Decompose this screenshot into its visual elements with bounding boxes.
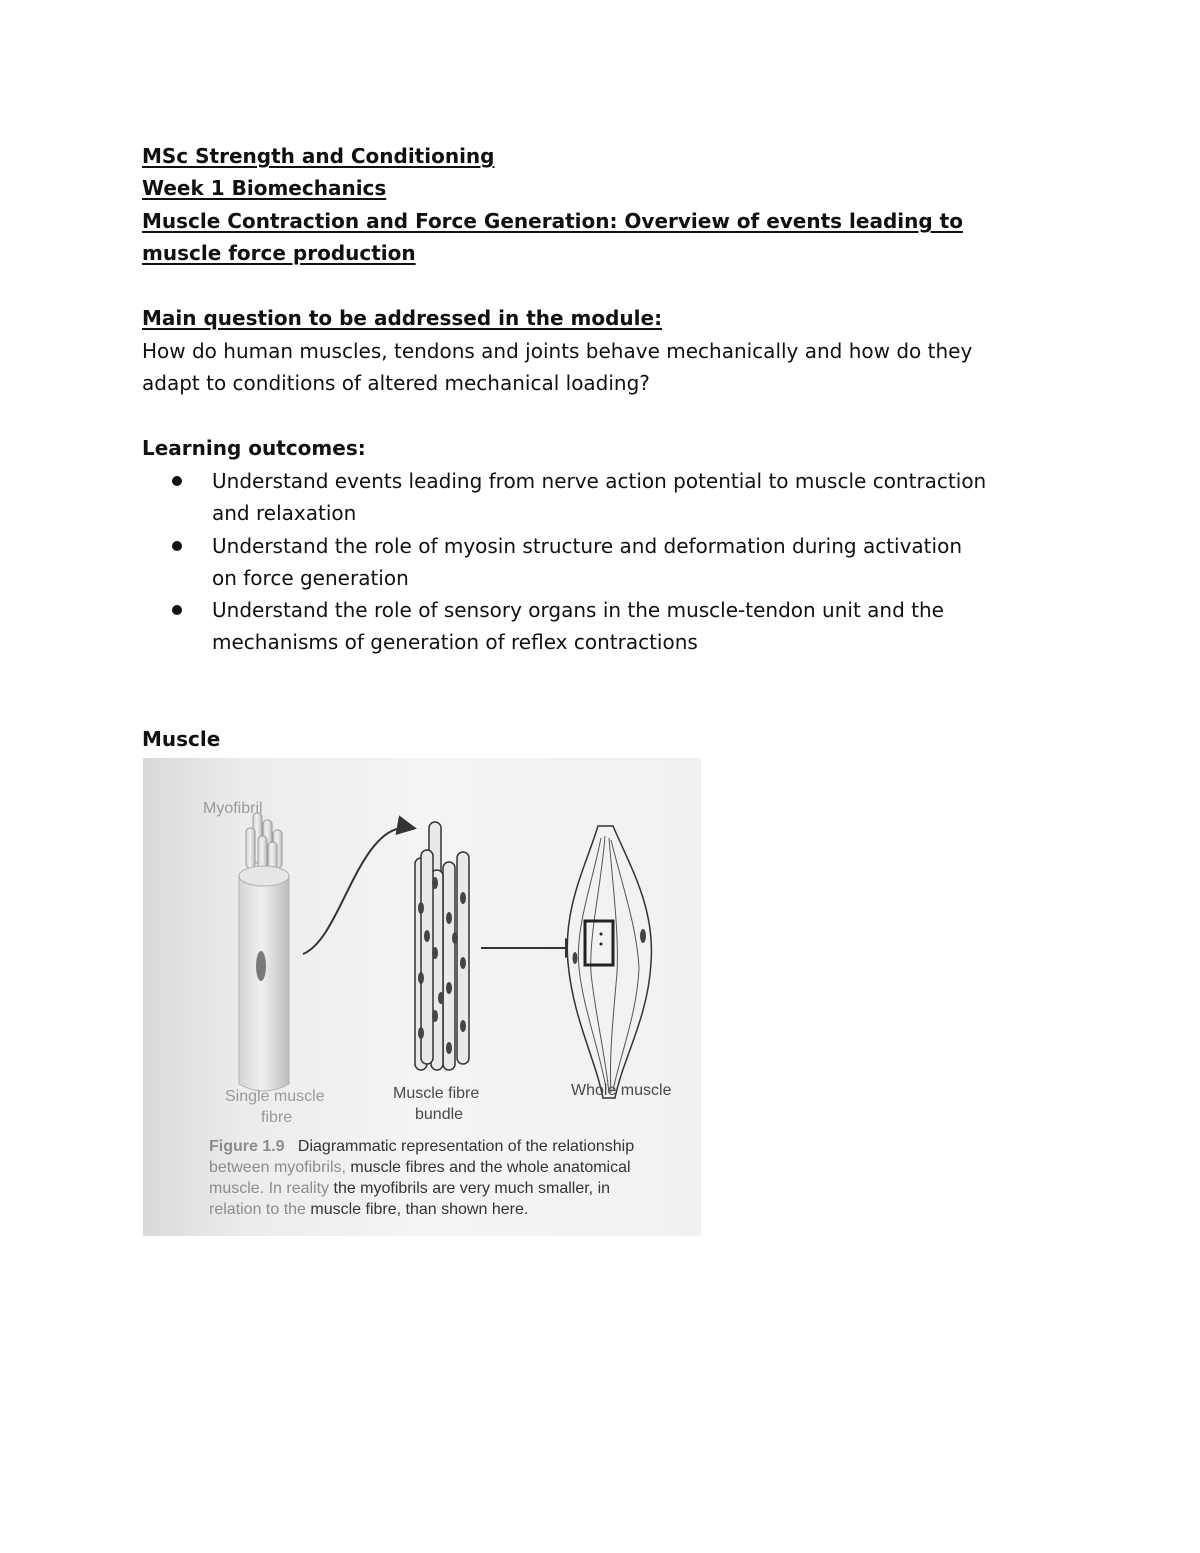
figure-number: Figure 1.9 [209, 1138, 285, 1155]
main-question-line1: How do human muscles, tendons and joints behave mechanically and how do they [142, 339, 973, 363]
muscle-heading: Muscle [142, 727, 221, 751]
outcome-3-line1: Understand the role of sensory organs in the muscle-tendon unit and the [212, 598, 944, 622]
figure-caption-line2b: muscle fibres and the whole anatomical [345, 1159, 631, 1176]
figure-caption [209, 1136, 689, 1220]
topic-title-line2: muscle force production [142, 241, 416, 265]
single-fibre-label-line2: fibre [261, 1109, 293, 1126]
bullet-icon [172, 605, 182, 615]
topic-title-line1: Muscle Contraction and Force Generation: Overview of events leading to [142, 209, 963, 233]
main-question-line2: adapt to conditions of altered mechanical loading? [142, 371, 650, 395]
whole-muscle-label: Whole muscle [571, 1082, 672, 1099]
myofibril-label: Myofibril [203, 800, 263, 817]
figure-caption-line3a: muscle. In reality [209, 1180, 330, 1197]
figure-caption-line2a: between myofibrils, [209, 1159, 346, 1176]
single-muscle-fibre [239, 813, 289, 1091]
outcome-1-line1: Understand events leading from nerve action potential to muscle contraction [212, 469, 987, 493]
week-title: Week 1 Biomechanics [142, 176, 387, 200]
bundle-label-line2: bundle [415, 1106, 464, 1123]
learning-outcomes-heading: Learning outcomes: [142, 436, 366, 460]
main-question-heading: Main question to be addressed in the module: [142, 306, 663, 330]
outcome-1-line2: and relaxation [212, 501, 357, 525]
outcome-2-line2: on force generation [212, 566, 409, 590]
figure-caption-line1: Diagrammatic representation of the relationship [297, 1138, 635, 1155]
single-fibre-label-line1: Single muscle [225, 1088, 325, 1105]
muscle-fibre-bundle [415, 822, 469, 1070]
outcome-3-line2: mechanisms of generation of reflex contractions [212, 630, 698, 654]
figure-caption-line3b: the myofibrils are very much smaller, in [329, 1180, 611, 1197]
bullet-icon [172, 541, 182, 551]
figure-caption-line4b: muscle fibre, than shown here. [305, 1201, 529, 1218]
bullet-icon [172, 476, 182, 486]
arrow-icon [303, 827, 413, 954]
whole-muscle [567, 826, 651, 1098]
muscle-figure [143, 758, 701, 1236]
course-title: MSc Strength and Conditioning [142, 144, 495, 168]
outcome-2-line1: Understand the role of myosin structure and deformation during activation [212, 534, 962, 558]
figure-caption-line4a: relation to the [209, 1201, 306, 1218]
bundle-label-line1: Muscle fibre [393, 1085, 480, 1102]
